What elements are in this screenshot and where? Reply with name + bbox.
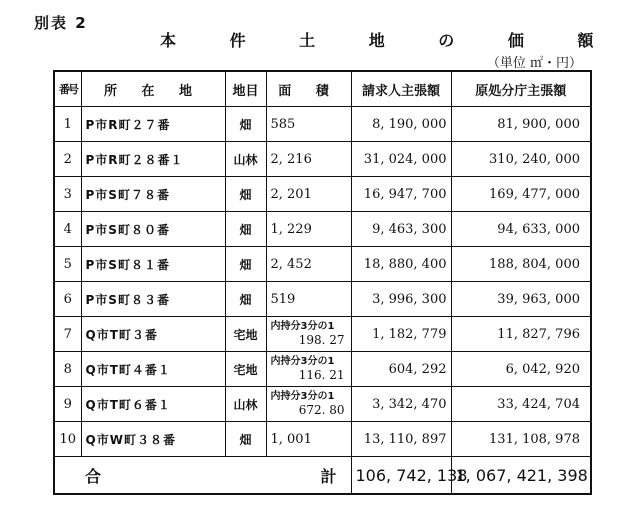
row-location: P市S町８３番 xyxy=(81,282,225,317)
header-category: 地目 xyxy=(225,71,266,107)
row-agency-amount: 11, 827, 796 xyxy=(451,317,591,352)
row-category: 山林 xyxy=(225,387,266,422)
table-row xyxy=(54,387,591,422)
row-claimant-amount: 16, 947, 700 xyxy=(351,177,451,212)
row-number: 9 xyxy=(54,387,81,422)
row-number: 10 xyxy=(54,422,81,457)
row-category: 畑 xyxy=(225,422,266,457)
row-location: P市R町２７番 xyxy=(81,107,225,142)
row-category: 山林 xyxy=(225,142,266,177)
row-category: 畑 xyxy=(225,212,266,247)
row-claimant-amount: 1, 182, 779 xyxy=(351,317,451,352)
row-number: 2 xyxy=(54,142,81,177)
row-area-value: 672. 80 xyxy=(298,403,345,417)
row-agency-amount: 131, 108, 978 xyxy=(451,422,591,457)
row-area xyxy=(266,352,351,387)
table-row xyxy=(54,317,591,352)
row-category: 畑 xyxy=(225,247,266,282)
row-number: 4 xyxy=(54,212,81,247)
row-agency-amount: 81, 900, 000 xyxy=(451,107,591,142)
row-area-share-note: 内持分3分の1 xyxy=(270,356,335,367)
row-location: P市R町２８番１ xyxy=(81,142,225,177)
table-row xyxy=(54,107,591,142)
table-row xyxy=(54,422,591,457)
row-number: 7 xyxy=(54,317,81,352)
row-claimant-amount: 13, 110, 897 xyxy=(351,422,451,457)
row-number: 3 xyxy=(54,177,81,212)
row-area: 2, 216 xyxy=(266,142,351,177)
row-claimant-amount: 3, 996, 300 xyxy=(351,282,451,317)
row-number: 5 xyxy=(54,247,81,282)
row-category: 宅地 xyxy=(225,352,266,387)
row-area-share-note: 内持分3分の1 xyxy=(270,391,335,402)
row-claimant-amount: 18, 880, 400 xyxy=(351,247,451,282)
row-category: 畑 xyxy=(225,107,266,142)
row-number: 1 xyxy=(54,107,81,142)
table-header-row xyxy=(54,71,591,107)
row-agency-amount: 310, 240, 000 xyxy=(451,142,591,177)
row-location: Q市W町３８番 xyxy=(81,422,225,457)
row-category: 畑 xyxy=(225,177,266,212)
row-area-value: 198. 27 xyxy=(298,333,345,347)
row-claimant-amount: 8, 190, 000 xyxy=(351,107,451,142)
header-claimant-amount: 請求人主張額 xyxy=(351,71,451,107)
row-agency-amount: 94, 633, 000 xyxy=(451,212,591,247)
total-agency: 1, 067, 421, 398 xyxy=(451,457,591,495)
table-row xyxy=(54,352,591,387)
row-category: 宅地 xyxy=(225,317,266,352)
table-row xyxy=(54,177,591,212)
row-location: Q市T町３番 xyxy=(81,317,225,352)
row-location: Q市T町４番１ xyxy=(81,352,225,387)
row-location: P市S町８０番 xyxy=(81,212,225,247)
row-category: 畑 xyxy=(225,282,266,317)
row-agency-amount: 33, 424, 704 xyxy=(451,387,591,422)
row-agency-amount: 6, 042, 920 xyxy=(451,352,591,387)
row-area xyxy=(266,317,351,352)
row-area: 1, 229 xyxy=(266,212,351,247)
table-row xyxy=(54,247,591,282)
row-location: P市S町８１番 xyxy=(81,247,225,282)
row-area: 519 xyxy=(266,282,351,317)
unit-note: （単位 ㎡・円） xyxy=(486,56,582,71)
header-location: 所 在 地 xyxy=(81,71,225,107)
total-label-right: 計 xyxy=(320,466,337,486)
row-agency-amount: 169, 477, 000 xyxy=(451,177,591,212)
table-row xyxy=(54,212,591,247)
row-claimant-amount: 31, 024, 000 xyxy=(351,142,451,177)
row-claimant-amount: 604, 292 xyxy=(351,352,451,387)
table-row xyxy=(54,282,591,317)
appendix-label: 別表 2 xyxy=(34,14,88,32)
total-label-cell xyxy=(54,457,351,495)
row-agency-amount: 39, 963, 000 xyxy=(451,282,591,317)
table-body xyxy=(54,107,591,457)
row-area-value: 116. 21 xyxy=(298,368,345,382)
row-area xyxy=(266,387,351,422)
table-row xyxy=(54,142,591,177)
row-location: P市S町７８番 xyxy=(81,177,225,212)
row-claimant-amount: 3, 342, 470 xyxy=(351,387,451,422)
header-agency-amount: 原処分庁主張額 xyxy=(451,71,591,107)
land-value-table xyxy=(53,70,592,495)
total-row xyxy=(54,457,591,495)
row-number: 6 xyxy=(54,282,81,317)
row-number: 8 xyxy=(54,352,81,387)
total-label-left: 合 xyxy=(85,466,102,486)
row-area: 2, 201 xyxy=(266,177,351,212)
row-location: Q市T町６番１ xyxy=(81,387,225,422)
row-area-share-note: 内持分3分の1 xyxy=(270,321,335,332)
row-area: 2, 452 xyxy=(266,247,351,282)
header-area: 面 積 xyxy=(266,71,351,107)
table-title: 本 件 土 地 の 価 額 xyxy=(160,31,617,50)
row-area: 585 xyxy=(266,107,351,142)
header-number: 番号 xyxy=(54,71,81,107)
row-claimant-amount: 9, 463, 300 xyxy=(351,212,451,247)
row-agency-amount: 188, 804, 000 xyxy=(451,247,591,282)
total-claimant: 106, 742, 138 xyxy=(351,457,451,495)
row-area: 1, 001 xyxy=(266,422,351,457)
